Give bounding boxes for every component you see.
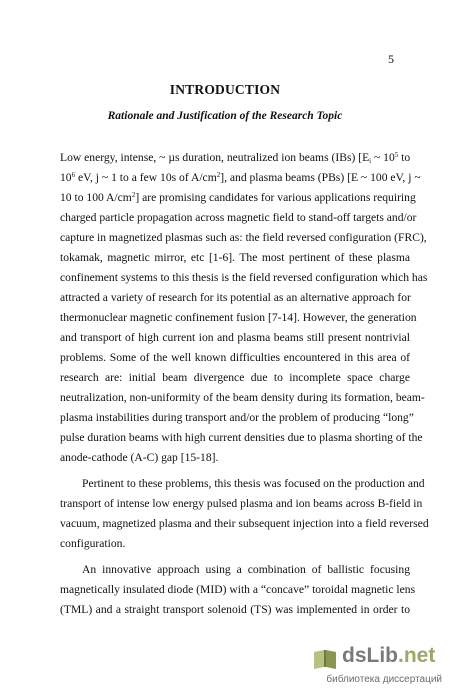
text-line-22: magnetically insulated diode (MID) with a “concave” toroidal magnetic lens <box>60 583 416 596</box>
watermark-logo <box>312 644 442 670</box>
text-line-13: neutralization, non-uniformity of the beam density during its formation, beam- <box>60 391 425 404</box>
text-line-9: thermonuclear magnetic confinement fusion [7-14]. However, the generation <box>60 311 417 324</box>
section-heading: INTRODUCTION <box>169 82 281 97</box>
text-line-5: capture in magnetized plasmas such as: the field reversed configuration (FRC), <box>60 231 427 244</box>
text-line-10: and transport of high current ion and plasma beams still present nontrivial <box>60 331 410 344</box>
text-line-4: charged particle propagation across magnetic field to stand-off targets and/or <box>60 211 417 224</box>
text-line-15: pulse duration beams with high current densities due to plasma shorting of the <box>60 431 423 444</box>
text-line-16: anode-cathode (A-C) gap [15-18]. <box>60 451 219 464</box>
text-line-2: $10^6$ eV, j ~ 1 to a few 10s of $A/cm^2$], and plasma beams (PBs) [E ~ 100 eV, j ~ <box>60 171 421 184</box>
text-line-6: tokamak, magnetic mirror, etc [1-6]. The most pertinent of these plasma <box>60 251 410 264</box>
text-line-1: Low energy, intense, ~ µs duration, neutralized ion beams (IBs) [$E_i$ ~ $10^5$ to <box>60 151 411 165</box>
text-line-3: 10 to 100 $A/cm^2$] are promising candidates for various applications requiring <box>60 191 416 204</box>
text-line-17: Pertinent to these problems, this thesis was focused on the production and <box>82 477 425 490</box>
text-line-20: configuration. <box>60 537 126 550</box>
watermark <box>302 640 442 690</box>
text-line-18: transport of intense low energy pulsed plasma and ion beams across B-field in <box>60 497 423 510</box>
text-line-7: confinement systems to this thesis is the field reversed configuration which has <box>60 271 428 284</box>
text-line-14: plasma instabilities during transport and/or the problem of producing “long” <box>60 411 414 424</box>
text-line-21: An innovative approach using a combination of ballistic focusing <box>82 563 410 576</box>
text-line-8: attracted a variety of research for its potential as an alternative approach for <box>60 291 411 304</box>
text-line-23: (TML) and a straight transport solenoid (TS) was implemented in order to <box>60 603 410 616</box>
book-icon <box>312 648 338 670</box>
page-number: 5 <box>388 52 394 66</box>
text-line-11: problems. Some of the well known difficulties encountered in this area of <box>60 351 410 364</box>
text-line-12: research are: initial beam divergence due to incomplete space charge <box>60 371 410 384</box>
text-line-19: vacuum, magnetized plasma and their subsequent injection into a field reversed <box>60 517 429 530</box>
watermark-tagline: библиотека диссертаций <box>326 674 442 685</box>
section-subheading: Rationale and Justification of the Research Topic <box>107 110 343 122</box>
watermark-brand: dsLib.net <box>342 644 436 667</box>
